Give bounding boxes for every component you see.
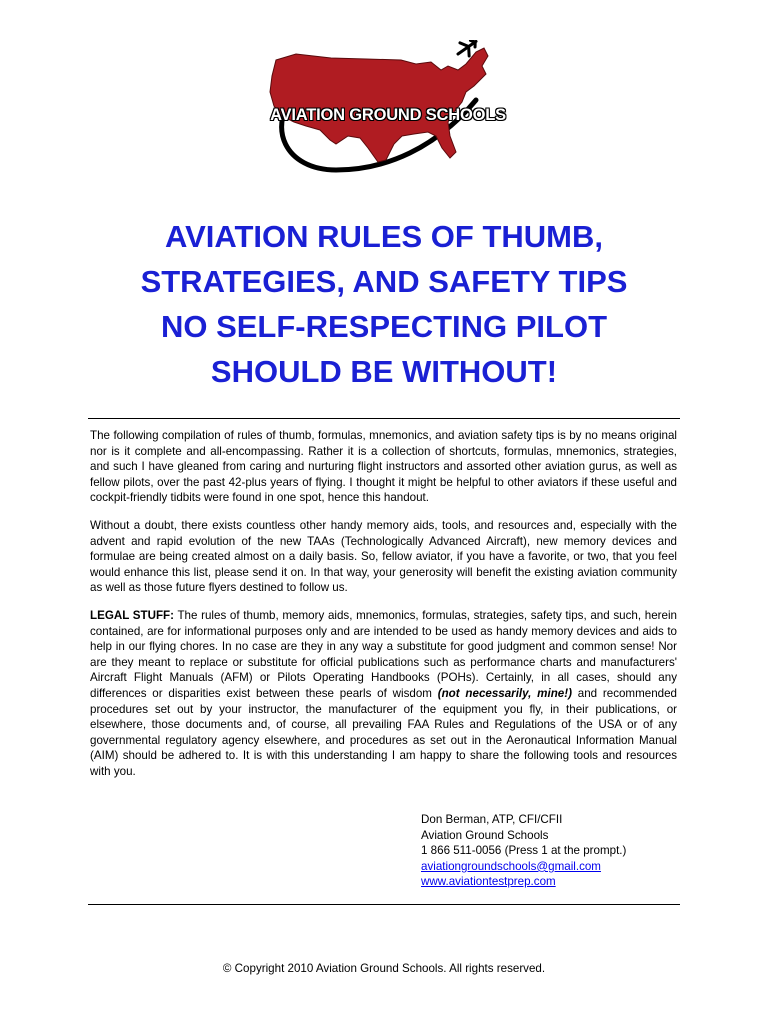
author-phone: 1 866 511-0056 (Press 1 at the prompt.) [421,844,627,858]
legal-label: LEGAL STUFF: [90,608,174,622]
title-line-1: AVIATION RULES OF THUMB, [165,219,603,254]
author-name: Don Berman, ATP, CFI/CFII [421,813,563,826]
intro-paragraph: The following compilation of rules of thumb, formulas, mnemonics, and aviation safety tips is by no means original nor is it complete and all-encompassing. Rather it is a collection of shortcuts, formulas, mnemonics, strategies, and such I have gleaned from caring and nurturing flight instructors and assorted other aviation gurus, as well as fellow pilots, over the past 42-plus years of flying. I thought it might be helpful to other aviators if these useful and cockpit-friendly tidbits were found in one spot, hence this handout. [90,429,677,505]
title-line-3: NO SELF-RESPECTING PILOT [160,309,608,344]
copyright-footer [0,962,768,975]
email-link[interactable]: aviationgroundschools@gmail.com [421,859,601,873]
title-line-4: SHOULD BE WITHOUT! [210,354,558,389]
divider-top [88,418,680,419]
legal-text-1: The rules of thumb, memory aids, mnemonics, formulas, strategies, safety tips, and such, herein contained, are for informational purposes only and are intended to be used as handy memory devices and aids to help in our flying chores. In no case are they in any way a substitute for good judgment and common sense! Nor are they meant to replace or substitute for official publications such as performance charts and manufacturers' Aircraft Flight Manuals (AFM) or Pilots Operating Handbooks (POHs). Certainly, in all cases, should any differences or disparities exist between these pearls of wisdom [90,608,678,700]
logo [236,40,536,180]
page-title [60,214,708,394]
document-body [90,428,677,791]
legal-paragraph [90,608,677,780]
logo-text: AVIATION GROUND SCHOOLS [270,106,506,124]
title-line-2: STRATEGIES, AND SAFETY TIPS [140,264,628,299]
copyright-text: Copyright 2010 Aviation Ground Schools. All rights reserved. [231,962,546,975]
resources-paragraph: Without a doubt, there exists countless other handy memory aids, tools, and resources and, especially with the advent and rapid evolution of the new TAAs (Technologically Advanced Aircraft), new memory devices and formulae are being created almost on a daily basis. So, fellow aviator, if you have a favorite, or two, that you feel would enhance this list, please send it on. In that way, your generosity will benefit the existing aviation community as well as those future flyers destined to follow us. [90,518,677,595]
website-link[interactable]: www.aviationtestprep.com [421,875,556,889]
signature-block [421,812,681,890]
legal-text-2: and recommended procedures set out by your instructor, the manufacturer of the equipment you fly, in their publications, or elsewhere, those documents and, of course, all prevailing FAA Rules and Regulations of the USA or of any governmental regulatory agency elsewhere, and procedures as set out in the Aeronautical Information Manual (AIM) should be adhered to. It is with this understanding I am happy to share the following tools and resources with you. [90,686,677,778]
legal-italic: (not necessarily, mine!) [437,686,572,700]
author-org: Aviation Ground Schools [421,828,549,842]
divider-bottom [88,904,680,905]
copyright-icon: © [222,962,232,975]
